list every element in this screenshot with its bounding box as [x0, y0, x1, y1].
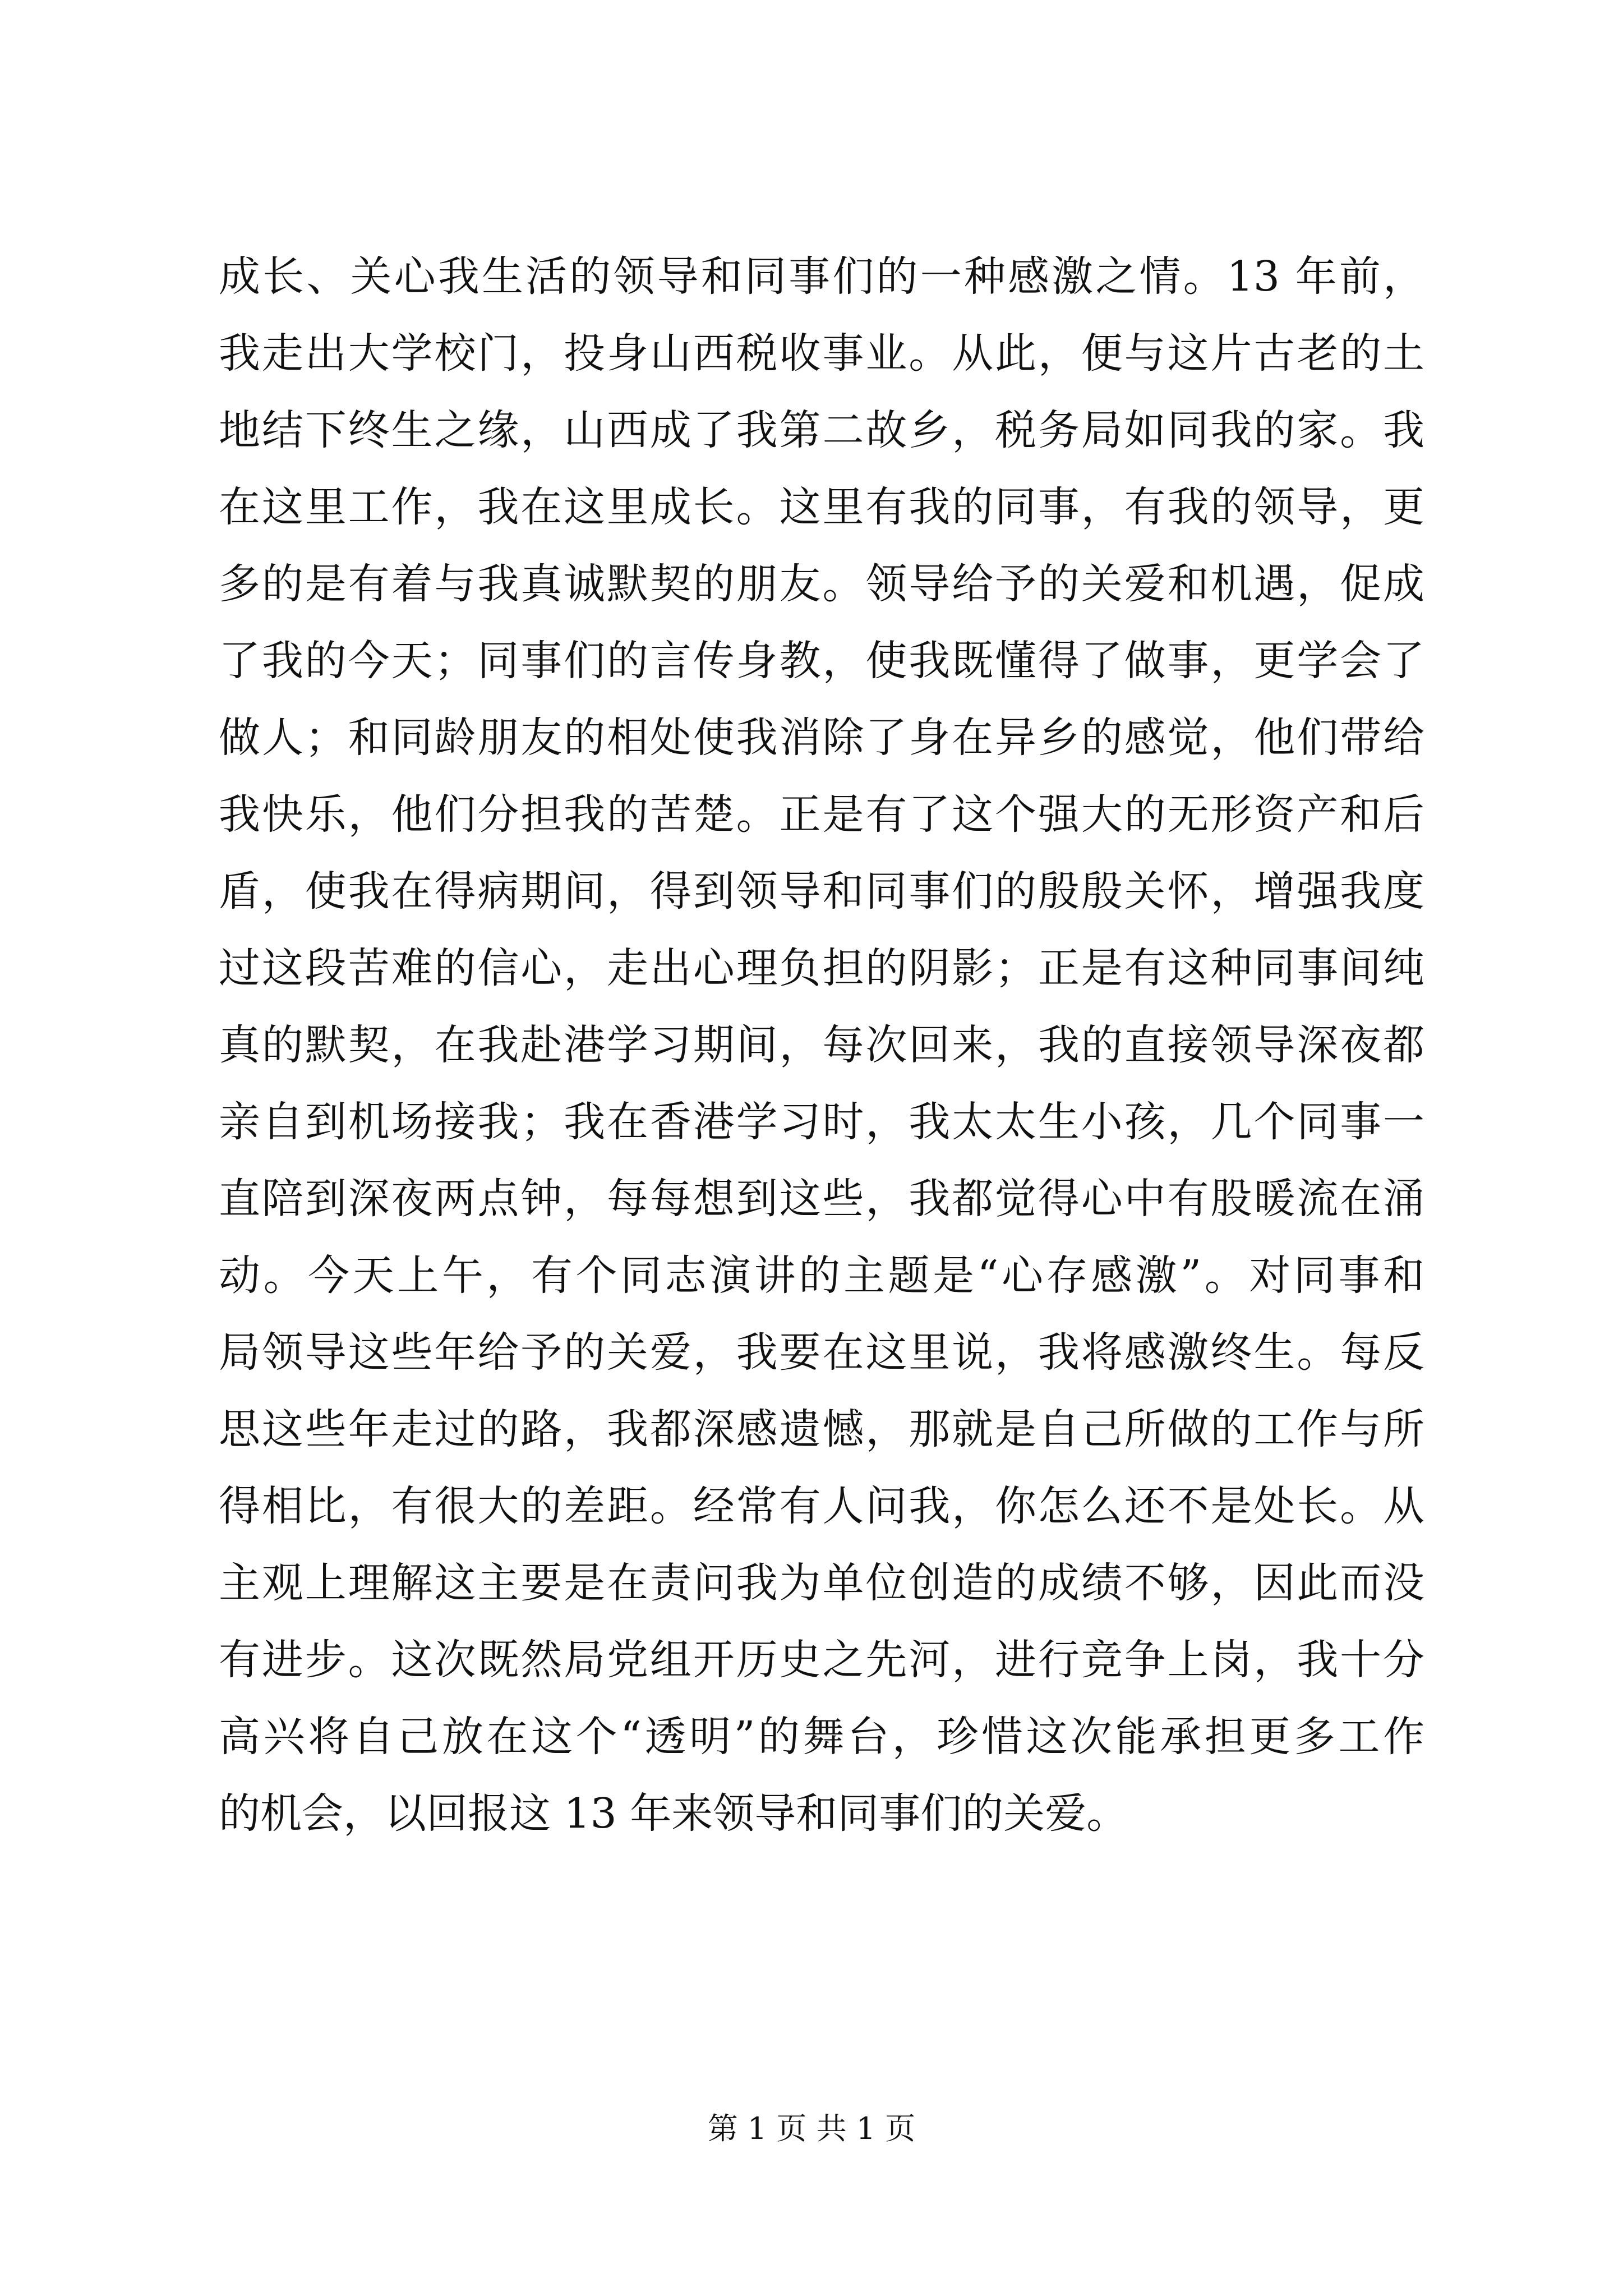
text-line: 地结下终生之缘，山西成了我第二故乡，税务局如同我的家。我 — [219, 406, 1424, 454]
text-line: 真的默契，在我赴港学习期间，每次回来，我的直接领导深夜都 — [219, 1021, 1424, 1069]
text-line: 亲自到机场接我；我在香港学习时，我太太生小孩，几个同事一 — [219, 1098, 1424, 1146]
text-line: 做人；和同龄朋友的相处使我消除了身在异乡的感觉，他们带给 — [219, 714, 1424, 762]
text-line: 我快乐，他们分担我的苦楚。正是有了这个强大的无形资产和后 — [219, 790, 1424, 839]
text-line: 有进步。这次既然局党组开历史之先河，进行竞争上岗，我十分 — [219, 1636, 1424, 1684]
text-line: 我走出大学校门，投身山西税收事业。从此，便与这片古老的土 — [219, 329, 1424, 378]
text-line: 成长、关心我生活的领导和同事们的一种感激之情。13 年前， — [219, 252, 1424, 301]
text-line: 了我的今天；同事们的言传身教，使我既懂得了做事，更学会了 — [219, 637, 1424, 685]
body-paragraph — [219, 238, 1424, 1852]
text-line: 思这些年走过的路，我都深感遗憾，那就是自己所做的工作与所 — [219, 1405, 1424, 1453]
text-line: 动。今天上午，有个同志演讲的主题是“心存感激”。对同事和 — [219, 1251, 1424, 1300]
text-line: 主观上理解这主要是在责问我为单位创造的成绩不够，因此而没 — [219, 1559, 1424, 1607]
text-line: 过这段苦难的信心，走出心理负担的阴影；正是有这种同事间纯 — [219, 944, 1424, 992]
text-line: 高兴将自己放在这个“透明”的舞台，珍惜这次能承担更多工作 — [219, 1713, 1424, 1761]
text-line: 直陪到深夜两点钟，每每想到这些，我都觉得心中有股暖流在涌 — [219, 1175, 1424, 1223]
text-line: 得相比，有很大的差距。经常有人问我，你怎么还不是处长。从 — [219, 1482, 1424, 1530]
page-footer — [0, 2106, 1623, 2151]
text-line: 的机会，以回报这 13 年来领导和同事们的关爱。 — [219, 1789, 1128, 1838]
page-number: 第 1 页 共 1 页 — [707, 2111, 916, 2146]
text-line: 多的是有着与我真诚默契的朋友。领导给予的关爱和机遇，促成 — [219, 560, 1424, 608]
text-line: 局领导这些年给予的关爱，我要在这里说，我将感激终生。每反 — [219, 1328, 1424, 1377]
text-line: 盾，使我在得病期间，得到领导和同事们的殷殷关怀，增强我度 — [219, 867, 1424, 915]
text-line: 在这里工作，我在这里成长。这里有我的同事，有我的领导，更 — [219, 483, 1424, 531]
